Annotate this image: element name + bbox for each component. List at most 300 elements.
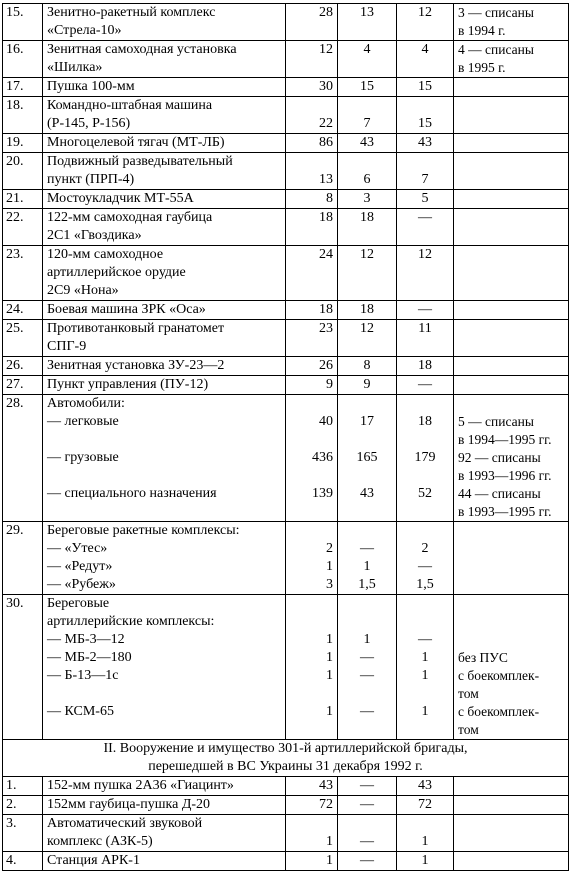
row-number-cell <box>3 78 43 97</box>
item-name-line: Боевая машина ЗРК «Оса» <box>47 302 206 317</box>
note-cell <box>454 376 569 395</box>
qty-total-line: 23 <box>319 321 333 336</box>
qty-remaining-cell <box>397 78 454 97</box>
item-name-line: Автоматический звуковой <box>47 816 203 831</box>
qty-transferred-line: 13 <box>360 5 374 20</box>
qty-total-cell <box>286 153 338 190</box>
qty-remaining-line: 1 <box>421 853 429 868</box>
qty-remaining-cell <box>397 376 454 395</box>
qty-total-line: 26 <box>319 358 333 373</box>
table-row <box>3 320 569 357</box>
qty-transferred-cell <box>338 777 397 796</box>
item-name-line: комплекс (АЗК-5) <box>47 834 153 849</box>
qty-remaining-line <box>399 503 451 521</box>
qty-remaining-line: 2 <box>421 541 429 556</box>
row-number-cell <box>3 852 43 871</box>
item-name-line: Станция АРК-1 <box>47 853 140 868</box>
qty-remaining-line <box>399 97 451 115</box>
note-cell <box>454 97 569 134</box>
section-heading-line-1: II. Вооружение и имущество 301-й артиллерийской бригады, <box>103 741 468 756</box>
qty-transferred-cell <box>338 153 397 190</box>
qty-transferred-cell <box>338 246 397 301</box>
row-number: 29. <box>6 523 24 538</box>
note-cell <box>454 301 569 320</box>
qty-remaining-line: 72 <box>418 797 432 812</box>
qty-total-cell <box>286 777 338 796</box>
note-cell <box>454 41 569 78</box>
item-name-line: 120-мм самоходное <box>47 247 164 262</box>
note-line: без ПУС <box>458 650 508 665</box>
qty-transferred-line: 1 <box>363 632 371 647</box>
row-number-cell <box>3 815 43 852</box>
note-line: в 1993—1996 гг. <box>458 468 552 483</box>
qty-total-line: 1 <box>326 559 333 574</box>
qty-total-line <box>288 522 333 540</box>
row-number: 22. <box>6 210 24 225</box>
qty-remaining-line <box>399 153 451 171</box>
row-number: 21. <box>6 191 24 206</box>
qty-total-line <box>288 613 333 631</box>
qty-transferred-line: 6 <box>363 172 371 187</box>
note-line: с боекомплек- <box>458 704 540 719</box>
qty-total-line <box>288 97 333 115</box>
table-row <box>3 153 569 190</box>
item-name-cell <box>43 522 286 595</box>
row-number: 23. <box>6 247 24 262</box>
row-number-cell <box>3 777 43 796</box>
table-row <box>3 97 569 134</box>
note-line: 3 — списаны <box>458 5 534 20</box>
qty-remaining-line <box>399 613 451 631</box>
qty-transferred-line: 3 <box>363 191 371 206</box>
item-name-line: — «Утес» <box>47 541 108 556</box>
note-line: с боекомплек- <box>458 668 540 683</box>
qty-total-cell <box>286 78 338 97</box>
item-name-line: — легковые <box>47 414 119 429</box>
item-name-line: артиллерийское орудие <box>47 265 186 280</box>
item-name-line: 2С1 «Гвоздика» <box>47 228 142 243</box>
note-line <box>458 613 566 631</box>
qty-transferred-line: 12 <box>360 247 374 262</box>
item-name-cell <box>43 357 286 376</box>
qty-total-line: 3 <box>326 577 333 592</box>
qty-transferred-line: — <box>360 541 374 556</box>
qty-remaining-cell <box>397 852 454 871</box>
item-name-line: 152мм гаубица-пушка Д-20 <box>47 797 211 812</box>
row-number-cell <box>3 134 43 153</box>
qty-remaining-line: 12 <box>418 247 432 262</box>
qty-transferred-line <box>340 595 394 613</box>
qty-transferred-line: 43 <box>360 486 374 501</box>
qty-total-line: 30 <box>319 79 333 94</box>
item-name-line: (Р-145, Р-156) <box>47 116 131 131</box>
table-row <box>3 522 569 595</box>
item-name-line: — МБ-2—180 <box>47 650 132 665</box>
note-line: том <box>458 722 479 737</box>
item-name-cell <box>43 301 286 320</box>
qty-total-line: 43 <box>319 778 333 793</box>
section-heading-line-2: перешедшей в ВС Украины 31 декабря 1992 г. <box>148 759 423 774</box>
qty-total-cell <box>286 41 338 78</box>
qty-remaining-cell <box>397 777 454 796</box>
note-line: 44 — списаны <box>458 486 541 501</box>
table-row <box>3 134 569 153</box>
qty-remaining-line: 1 <box>421 650 429 665</box>
table-row <box>3 852 569 871</box>
row-number-cell <box>3 4 43 41</box>
qty-transferred-cell <box>338 796 397 815</box>
qty-total-cell <box>286 522 338 595</box>
item-name-cell <box>43 595 286 740</box>
row-number-cell <box>3 246 43 301</box>
qty-total-cell <box>286 852 338 871</box>
row-number-cell <box>3 522 43 595</box>
qty-remaining-line: 18 <box>418 358 432 373</box>
qty-remaining-cell <box>397 357 454 376</box>
qty-total-cell <box>286 301 338 320</box>
qty-transferred-cell <box>338 320 397 357</box>
note-cell <box>454 796 569 815</box>
item-name-line <box>47 503 283 521</box>
item-name-line: Зенитная установка ЗУ-23—2 <box>47 358 225 373</box>
qty-transferred-line <box>340 431 394 449</box>
qty-transferred-line <box>340 467 394 485</box>
qty-transferred-line: 17 <box>360 414 374 429</box>
qty-total-line: 13 <box>319 172 333 187</box>
qty-total-cell <box>286 595 338 740</box>
qty-remaining-line: — <box>418 377 432 392</box>
qty-remaining-cell <box>397 4 454 41</box>
qty-total-cell <box>286 395 338 522</box>
qty-total-cell <box>286 796 338 815</box>
qty-remaining-line: 43 <box>418 135 432 150</box>
item-name-line: Многоцелевой тягач (МТ-ЛБ) <box>47 135 225 150</box>
qty-transferred-line: — <box>360 650 374 665</box>
note-cell <box>454 357 569 376</box>
qty-transferred-cell <box>338 301 397 320</box>
qty-remaining-cell <box>397 246 454 301</box>
qty-remaining-line <box>399 685 451 703</box>
qty-total-cell <box>286 190 338 209</box>
qty-total-line <box>288 503 333 521</box>
qty-transferred-cell <box>338 190 397 209</box>
qty-remaining-line: 5 <box>421 191 429 206</box>
row-number: 19. <box>6 135 24 150</box>
qty-remaining-line: 12 <box>418 5 432 20</box>
qty-total-line: 1 <box>326 834 333 849</box>
row-number: 17. <box>6 79 24 94</box>
item-name-line: Береговые ракетные комплексы: <box>47 523 240 538</box>
note-cell <box>454 595 569 740</box>
item-name-cell <box>43 190 286 209</box>
qty-total-line: 72 <box>319 797 333 812</box>
qty-transferred-line: — <box>360 704 374 719</box>
qty-transferred-line: — <box>360 834 374 849</box>
section-heading-row <box>3 740 569 777</box>
qty-remaining-line: — <box>418 559 432 574</box>
qty-transferred-cell <box>338 376 397 395</box>
note-line: в 1994 г. <box>458 23 506 38</box>
item-name-cell <box>43 246 286 301</box>
qty-remaining-line: 11 <box>418 321 432 336</box>
qty-transferred-line: 12 <box>360 321 374 336</box>
table-row <box>3 796 569 815</box>
qty-transferred-line: 4 <box>363 42 371 57</box>
note-cell <box>454 78 569 97</box>
item-name-line: — «Рубеж» <box>47 577 116 592</box>
item-name-line: Мостоукладчик МТ-55А <box>47 191 194 206</box>
item-name-line: — КСМ-65 <box>47 704 114 719</box>
qty-transferred-cell <box>338 209 397 246</box>
qty-transferred-line <box>340 815 394 833</box>
qty-total-line: 1 <box>326 632 333 647</box>
qty-transferred-line <box>340 685 394 703</box>
item-name-cell <box>43 41 286 78</box>
qty-remaining-line: 18 <box>418 414 432 429</box>
qty-remaining-line <box>399 815 451 833</box>
item-name-line: Береговые <box>47 596 110 611</box>
qty-remaining-line <box>399 522 451 540</box>
qty-remaining-line: 43 <box>418 778 432 793</box>
note-line <box>458 595 566 613</box>
row-number-cell <box>3 153 43 190</box>
note-cell <box>454 395 569 522</box>
item-name-line: 2С9 «Нона» <box>47 283 119 298</box>
qty-total-line <box>288 153 333 171</box>
row-number: 1. <box>6 778 17 793</box>
qty-transferred-line: 8 <box>363 358 371 373</box>
item-name-line: Пушка 100-мм <box>47 79 135 94</box>
item-name-line: — «Редут» <box>47 559 113 574</box>
qty-transferred-line: 15 <box>360 79 374 94</box>
qty-transferred-cell <box>338 357 397 376</box>
qty-remaining-cell <box>397 320 454 357</box>
qty-remaining-line: — <box>418 302 432 317</box>
qty-remaining-line: 1,5 <box>416 577 434 592</box>
qty-total-line <box>288 685 333 703</box>
qty-remaining-cell <box>397 97 454 134</box>
row-number: 16. <box>6 42 24 57</box>
qty-total-line: 1 <box>326 853 333 868</box>
qty-transferred-cell <box>338 595 397 740</box>
item-name-line: артиллерийские комплексы: <box>47 614 215 629</box>
item-name-line: «Шилка» <box>47 60 103 75</box>
item-name-line: — грузовые <box>47 450 119 465</box>
qty-remaining-cell <box>397 815 454 852</box>
table-row <box>3 190 569 209</box>
qty-total-line <box>288 815 333 833</box>
note-line: в 1993—1995 гг. <box>458 504 552 519</box>
qty-total-line: 18 <box>319 210 333 225</box>
table-row <box>3 41 569 78</box>
item-name-line: СПГ-9 <box>47 339 87 354</box>
qty-remaining-line <box>399 395 451 413</box>
item-name-cell <box>43 134 286 153</box>
qty-total-line: 24 <box>319 247 333 262</box>
row-number-cell <box>3 41 43 78</box>
qty-remaining-line: 179 <box>414 450 436 465</box>
qty-transferred-cell <box>338 522 397 595</box>
row-number: 25. <box>6 321 24 336</box>
table-row <box>3 815 569 852</box>
qty-remaining-line: 52 <box>418 486 432 501</box>
qty-total-cell <box>286 97 338 134</box>
qty-transferred-line: 18 <box>360 302 374 317</box>
qty-remaining-line: 15 <box>418 79 432 94</box>
qty-transferred-line: 1,5 <box>358 577 376 592</box>
qty-transferred-line: 1 <box>363 559 371 574</box>
qty-remaining-cell <box>397 522 454 595</box>
table-row <box>3 4 569 41</box>
item-name-cell <box>43 97 286 134</box>
note-cell <box>454 852 569 871</box>
row-number-cell <box>3 595 43 740</box>
item-name-line <box>47 431 283 449</box>
qty-remaining-line: 1 <box>421 834 429 849</box>
qty-total-line: 28 <box>319 5 333 20</box>
table-row <box>3 246 569 301</box>
table-row <box>3 376 569 395</box>
row-number: 30. <box>6 596 24 611</box>
qty-remaining-cell <box>397 190 454 209</box>
qty-total-line: 2 <box>326 541 333 556</box>
qty-transferred-cell <box>338 815 397 852</box>
item-name-cell <box>43 777 286 796</box>
qty-transferred-line: 165 <box>356 450 378 465</box>
table-row <box>3 78 569 97</box>
item-name-cell <box>43 852 286 871</box>
qty-remaining-line: 15 <box>418 116 432 131</box>
qty-total-line: 9 <box>326 377 333 392</box>
row-number-cell <box>3 796 43 815</box>
item-name-line: Подвижный разведывательный <box>47 154 233 169</box>
note-line: в 1994—1995 гг. <box>458 432 552 447</box>
qty-total-line: 12 <box>319 42 333 57</box>
qty-transferred-line: 43 <box>360 135 374 150</box>
qty-remaining-line: 4 <box>421 42 429 57</box>
qty-remaining-line: 1 <box>421 704 429 719</box>
qty-transferred-cell <box>338 134 397 153</box>
qty-total-line: 22 <box>319 116 333 131</box>
row-number: 28. <box>6 396 24 411</box>
qty-remaining-line <box>399 431 451 449</box>
item-name-cell <box>43 815 286 852</box>
qty-total-cell <box>286 376 338 395</box>
row-number: 4. <box>6 853 17 868</box>
item-name-line: Зенитная самоходная установка <box>47 42 237 57</box>
qty-remaining-line <box>399 467 451 485</box>
qty-transferred-line <box>340 522 394 540</box>
qty-transferred-cell <box>338 395 397 522</box>
item-name-cell <box>43 376 286 395</box>
row-number-cell <box>3 97 43 134</box>
item-name-line: Противотанковый гранатомет <box>47 321 225 336</box>
qty-total-line <box>288 595 333 613</box>
item-name-line: 152-мм пушка 2А36 «Гиацинт» <box>47 778 234 793</box>
note-cell <box>454 777 569 796</box>
item-name-cell <box>43 209 286 246</box>
qty-remaining-cell <box>397 796 454 815</box>
item-name-line: — Б-13—1с <box>47 668 119 683</box>
section-heading <box>3 740 569 777</box>
qty-transferred-cell <box>338 41 397 78</box>
item-name-line: Зенитно-ракетный комплекс <box>47 5 216 20</box>
item-name-line: Пункт управления (ПУ-12) <box>47 377 209 392</box>
qty-transferred-line: — <box>360 778 374 793</box>
qty-total-cell <box>286 320 338 357</box>
item-name-line <box>47 467 283 485</box>
qty-transferred-line: 7 <box>363 116 371 131</box>
row-number: 18. <box>6 98 24 113</box>
table-row <box>3 301 569 320</box>
qty-transferred-cell <box>338 852 397 871</box>
qty-total-line: 1 <box>326 668 333 683</box>
item-name-line: — МБ-3—12 <box>47 632 125 647</box>
qty-remaining-line: — <box>418 210 432 225</box>
note-line <box>458 395 566 413</box>
item-name-cell <box>43 320 286 357</box>
qty-total-cell <box>286 4 338 41</box>
qty-total-cell <box>286 209 338 246</box>
table-row <box>3 395 569 522</box>
qty-transferred-line <box>340 613 394 631</box>
qty-transferred-cell <box>338 4 397 41</box>
row-number-cell <box>3 376 43 395</box>
qty-remaining-cell <box>397 209 454 246</box>
inventory-table <box>2 3 569 871</box>
item-name-cell <box>43 796 286 815</box>
row-number-cell <box>3 357 43 376</box>
note-cell <box>454 190 569 209</box>
qty-remaining-cell <box>397 134 454 153</box>
item-name-cell <box>43 153 286 190</box>
item-name-line: — специального назначения <box>47 486 217 501</box>
row-number: 27. <box>6 377 24 392</box>
qty-total-line <box>288 431 333 449</box>
note-cell <box>454 815 569 852</box>
qty-total-line: 1 <box>326 704 333 719</box>
qty-remaining-cell <box>397 301 454 320</box>
qty-transferred-line <box>340 97 394 115</box>
row-number-cell <box>3 301 43 320</box>
qty-transferred-line: — <box>360 668 374 683</box>
qty-transferred-cell <box>338 97 397 134</box>
note-line: 5 — списаны <box>458 414 534 429</box>
qty-transferred-line <box>340 503 394 521</box>
table-row <box>3 595 569 740</box>
qty-total-cell <box>286 134 338 153</box>
qty-transferred-line: — <box>360 853 374 868</box>
qty-transferred-line: — <box>360 797 374 812</box>
row-number: 26. <box>6 358 24 373</box>
table-row <box>3 357 569 376</box>
qty-remaining-cell <box>397 595 454 740</box>
note-cell <box>454 209 569 246</box>
row-number: 15. <box>6 5 24 20</box>
qty-remaining-cell <box>397 41 454 78</box>
qty-total-line: 40 <box>319 414 333 429</box>
qty-total-cell <box>286 815 338 852</box>
note-cell <box>454 320 569 357</box>
qty-remaining-line: 1 <box>421 668 429 683</box>
qty-transferred-line: 18 <box>360 210 374 225</box>
note-line: 92 — списаны <box>458 450 541 465</box>
qty-total-line: 86 <box>319 135 333 150</box>
row-number-cell <box>3 190 43 209</box>
item-name-line: пункт (ПРП-4) <box>47 172 135 187</box>
qty-transferred-cell <box>338 78 397 97</box>
qty-total-line: 8 <box>326 191 333 206</box>
